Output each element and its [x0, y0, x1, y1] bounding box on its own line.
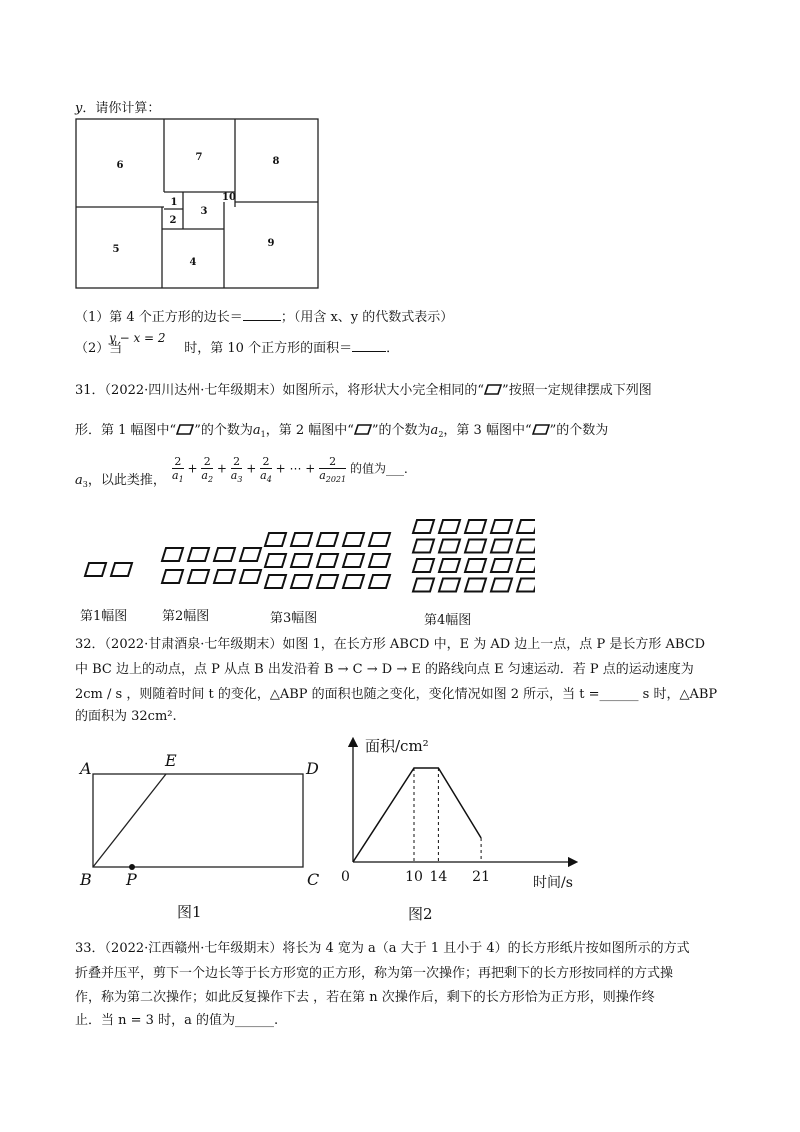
parallelogram-shape [413, 559, 434, 572]
a-var: a [430, 423, 439, 438]
q30-part2 [75, 340, 399, 357]
q31-line2-b: ”的个数为 [194, 423, 253, 438]
vertex-c: C [307, 870, 320, 889]
intro-var: y [75, 101, 83, 116]
q30-part1 [75, 309, 453, 326]
q30-part1-suffix: ；（用含 x、y 的代数式表示） [280, 310, 454, 325]
q32-line4: 的面积为 32cm². [75, 709, 177, 724]
square-label-9: 9 [267, 238, 275, 249]
square-label-7: 7 [195, 152, 203, 163]
q31-line2-a: 形．第 1 幅图中“ [75, 423, 177, 438]
parallelogram-icon [176, 424, 194, 435]
parallelogram-shape [291, 575, 312, 588]
q30-part2-end: ． [386, 341, 400, 356]
parallelogram-shape [465, 520, 486, 533]
parallelogram-shape [317, 533, 338, 546]
parallelogram-shape [188, 570, 209, 583]
square-label-6: 6 [116, 160, 124, 171]
parallelogram-shape [317, 575, 338, 588]
q31-line3-end: 的值为 [349, 461, 386, 476]
q31-line2-f: ”的个数为 [549, 423, 609, 438]
parallelogram-shape [343, 554, 364, 567]
parallelogram-shape [85, 563, 106, 576]
parallelogram-shape [439, 520, 460, 533]
fraction: $\frac{2}{a_3}$ [230, 455, 243, 484]
figure2-caption: 图2 [408, 905, 433, 923]
parallelogram-shape [317, 554, 338, 567]
parallelogram-shape [265, 575, 286, 588]
q33-line1: 33．（2022·江西赣州·七年级期末）将长为 4 宽为 a（a 大于 1 且小于 4）的长方形纸片按如图所示的方式 [75, 941, 690, 956]
parallelogram-icon [532, 424, 550, 435]
a-var: a [75, 473, 83, 488]
vertex-p: P [126, 870, 137, 889]
sub: 2 [438, 430, 444, 439]
parallelogram-shape [369, 533, 390, 546]
parallelogram-shape [291, 554, 312, 567]
vertex-d: D [306, 759, 319, 778]
parallelogram-shape [439, 579, 460, 592]
ellipsis: + ⋯ + [275, 461, 316, 476]
vertex-b: B [80, 870, 92, 889]
parallelogram-shape [240, 548, 261, 561]
parallelogram-icon [484, 384, 502, 395]
parallelogram-shape [517, 579, 535, 592]
parallelogram-shape [413, 520, 434, 533]
parallelogram-shape [214, 570, 235, 583]
square-label-5: 5 [112, 244, 120, 255]
y-axis-label: 面积/cm² [365, 737, 429, 755]
q31-line1-b: ”按照一定规律摆成下列图 [502, 383, 652, 398]
figure1-caption: 图1 [177, 903, 202, 921]
parallelogram-shape [439, 540, 460, 553]
square-label-2: 2 [169, 215, 177, 226]
parallelogram-shape [162, 570, 183, 583]
parallelogram-shape [162, 548, 183, 561]
q30-part1-prefix: （1）第 4 个正方形的边长＝ [75, 310, 243, 325]
parallelogram-shape [517, 559, 535, 572]
squares-figure [75, 118, 320, 290]
parallelogram-shape [265, 554, 286, 567]
parallelogram-shape [240, 570, 261, 583]
q31-line2-d: ”的个数为 [371, 423, 431, 438]
fraction: $\frac{2}{a_2}$ [201, 455, 214, 484]
q31-line2-e: ，第 3 幅图中“ [443, 423, 532, 438]
fraction: $\frac{2}{a_1}$ [172, 455, 184, 484]
parallelogram-shape [343, 533, 364, 546]
blank-line [243, 309, 281, 321]
parallelogram-shape [465, 579, 486, 592]
parallelogram-shape [265, 533, 286, 546]
q31-line1 [75, 383, 652, 399]
fraction: $\frac{2}{a_{2021}}$ [319, 455, 347, 484]
square-label-10: 10 [222, 192, 236, 203]
parallelogram-shape [439, 559, 460, 572]
parallelogram-shape [369, 575, 390, 588]
x-axis-label: 时间/s [533, 875, 573, 891]
intro-line [75, 101, 160, 117]
parallelogram-icon [354, 424, 372, 435]
pattern-caption-4: 第4幅图 [424, 613, 472, 628]
area-time-graph [333, 730, 593, 900]
q32-line3: 2cm / s ，则随着时间 t 的变化，△ABP 的面积也随之变化，变化情况如图 2 所示，当 t =______ s 时，△ABP [75, 687, 718, 702]
area-line [353, 768, 481, 862]
parallelogram-shape [214, 548, 235, 561]
a-var: a [252, 423, 261, 438]
q31-line3-text: ，以此类推， [87, 473, 166, 488]
x-tick-label: 14 [429, 869, 448, 885]
parallelogram-shape [465, 559, 486, 572]
blank-line [352, 340, 386, 352]
parallelogram-shape [111, 563, 132, 576]
square-label-1: 1 [170, 197, 178, 208]
q31-fraction-sum: $\frac{2}{a_1}$ + $\frac{2}{a_2}$ + $\frac{2}{a_3}$ + $\frac{2}{a_4}$ + ⋯ + $\frac{2}{a_{2021}}$ 的值为___． [172, 455, 416, 484]
parallelogram-pattern-figure [75, 515, 535, 595]
q30-part2-suffix: 时，第 10 个正方形的面积＝ [184, 341, 353, 356]
pattern-caption-3: 第3幅图 [270, 611, 318, 626]
parallelogram-shape [517, 520, 535, 533]
pattern-caption-2: 第2幅图 [162, 609, 210, 624]
parallelogram-shape [188, 548, 209, 561]
q32-line1: 32．（2022·甘肃酒泉·七年级期末）如图 1，在长方形 ABCD 中，E 为 AD 边上一点，点 P 是长方形 ABCD [75, 637, 706, 652]
square-label-4: 4 [189, 257, 197, 268]
q30-condition: y − x = 2 [109, 331, 166, 345]
parallelogram-shape [413, 579, 434, 592]
parallelogram-shape [491, 540, 512, 553]
parallelogram-shape [491, 579, 512, 592]
fraction: $\frac{2}{a_4}$ [260, 455, 272, 484]
parallelogram-shape [291, 533, 312, 546]
square-label-8: 8 [272, 156, 280, 167]
pattern-caption-1: 第1幅图 [80, 609, 128, 624]
x-tick-label: 10 [405, 869, 423, 885]
rectangle-figure [76, 752, 326, 892]
origin-label: 0 [341, 869, 350, 885]
q32-line2: 中 BC 边上的动点，点 P 从点 B 出发沿着 B → C → D → E 的路线向点 E 匀速运动．若 P 点的运动速度为 [75, 662, 694, 677]
parallelogram-shape [343, 575, 364, 588]
q31-line3 [75, 473, 166, 490]
q31-line2 [75, 423, 608, 440]
q31-line2-c: ，第 2 幅图中“ [265, 423, 354, 438]
sub: 1 [260, 430, 266, 439]
parallelogram-shape [465, 540, 486, 553]
q33-line4: 止．当 n = 3 时，a 的值为______. [75, 1013, 279, 1028]
q30-part2-prefix: （2）当 [75, 341, 123, 356]
intro-text: ．请你计算： [82, 101, 161, 116]
vertex-a: A [80, 759, 92, 778]
square-label-3: 3 [200, 206, 208, 217]
x-tick-label: 21 [472, 869, 491, 885]
parallelogram-shape [413, 540, 434, 553]
q33-line3: 作，称为第二次操作；如此反复操作下去 ，若在第 n 次操作后，剩下的长方形恰为正方形，则操作终 [75, 990, 655, 1005]
parallelogram-shape [491, 559, 512, 572]
sub: 3 [82, 480, 88, 489]
vertex-e: E [165, 752, 177, 770]
parallelogram-shape [491, 520, 512, 533]
parallelogram-shape [517, 540, 535, 553]
q31-line3-blank: ___． [385, 461, 416, 476]
parallelogram-shape [369, 554, 390, 567]
q31-line1-a: 31．（2022·四川达州·七年级期末）如图所示，将形状大小完全相同的“ [75, 383, 485, 398]
q33-line2: 折叠并压平，剪下一个边长等于长方形宽的正方形，称为第一次操作；再把剩下的长方形按同样的方式操 [75, 966, 674, 981]
